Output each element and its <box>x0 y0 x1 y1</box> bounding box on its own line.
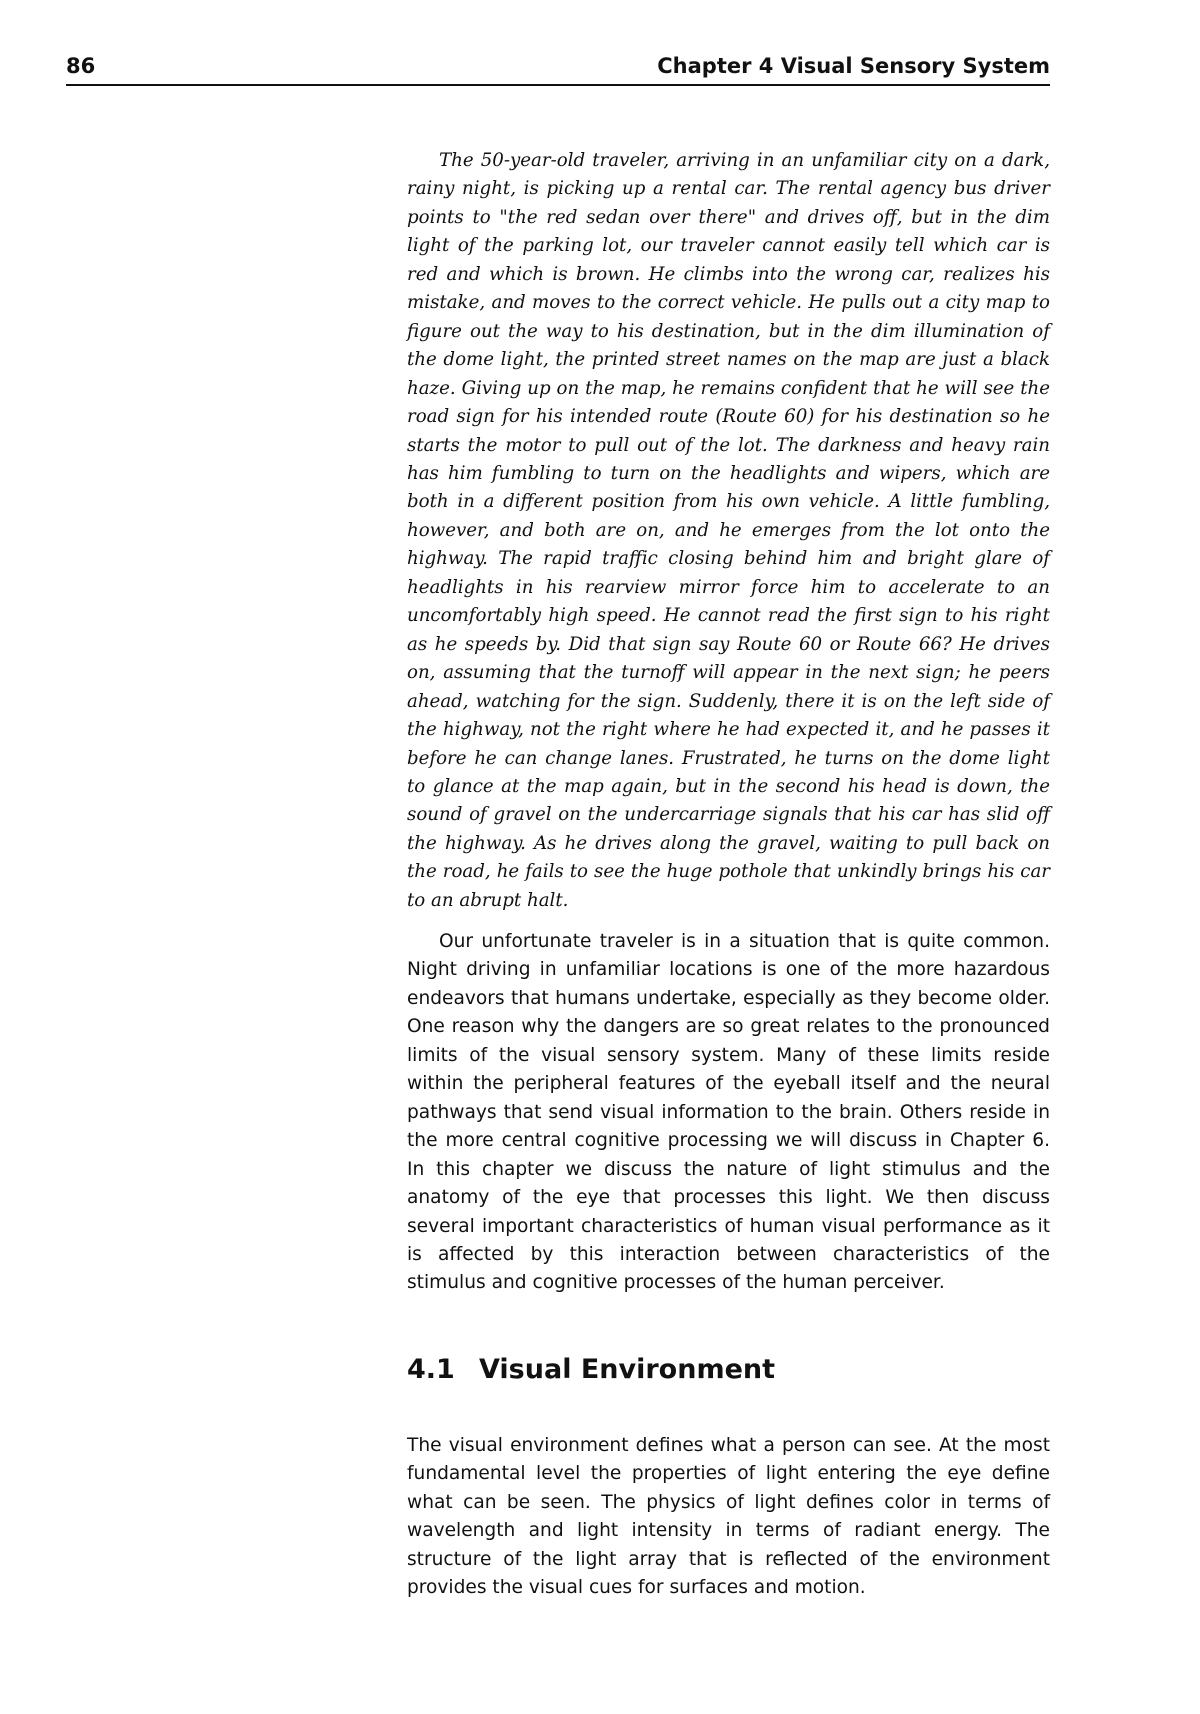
page-number: 86 <box>66 54 96 78</box>
intro-paragraph: Our unfortunate traveler is in a situation that is quite common. Night driving in unfamiliar locations is one of the more hazardous endeavors that humans undertake, especially as they become older. One reason why the dangers are so great relates to the pronounced limits of the visual sensory system. Many of these limits reside within the peripheral features of the eyeball itself and the neural pathways that send visual information to the brain. Others reside in the more central cognitive processing we will discuss in Chapter 6. In this chapter we discuss the nature of light stimulus and the anatomy of the eye that processes this light. We then discuss several important characteristics of human visual performance as it is affected by this interaction between characteristics of the stimulus and cognitive processes of the human perceiver. <box>407 931 1050 1294</box>
opening-vignette: The 50-year-old traveler, arriving in an unfamiliar city on a dark, rainy night, is picking up a rental car. The rental agency bus driver points to "the red sedan over there" and drives off, but in the dim light of the parking lot, our traveler cannot easily tell which car is red and which is brown. He climbs into the wrong car, realizes his mistake, and moves to the correct vehicle. He pulls out a city map to figure out the way to his destination, but in the dim illumination of the dome light, the printed street names on the map are just a black haze. Giving up on the map, he remains confident that he will see the road sign for his intended route (Route 60) for his destination so he starts the motor to pull out of the lot. The darkness and heavy rain has him fumbling to turn on the headlights and wipers, which are both in a different position from his own vehicle. A little fumbling, however, and both are on, and he emerges from the lot onto the highway. The rapid traffic closing behind him and bright glare of headlights in his rearview mirror force him to accelerate to an uncomfortably high speed. He cannot read the first sign to his right as he speeds by. Did that sign say Route 60 or Route 66? He drives on, assuming that the turnoff will appear in the next sign; he peers ahead, watching for the sign. Suddenly, there it is on the left side of the highway, not the right where he had expected it, and he passes it before he can change lanes. Frustrated, he turns on the dome light to glance at the map again, but in the second his head is down, the sound of gravel on the undercarriage signals that his car has slid off the highway. As he drives along the gravel, waiting to pull back on the road, he fails to see the huge pothole that unkindly brings his car to an abrupt halt. <box>407 150 1050 911</box>
section-title: Visual Environment <box>479 1354 776 1385</box>
chapter-running-head: Chapter 4 Visual Sensory System <box>657 54 1050 78</box>
section-number: 4.1 <box>407 1354 455 1385</box>
running-header <box>66 54 1050 86</box>
section-heading <box>407 1352 775 1388</box>
section-body-paragraph: The visual environment defines what a person can see. At the most fundamental level the properties of light entering the eye define what can be seen. The physics of light defines color in terms of wavelength and light intensity in terms of radiant energy. The structure of the light array that is reflected of the environment provides the visual cues for surfaces and motion. <box>407 1435 1050 1599</box>
